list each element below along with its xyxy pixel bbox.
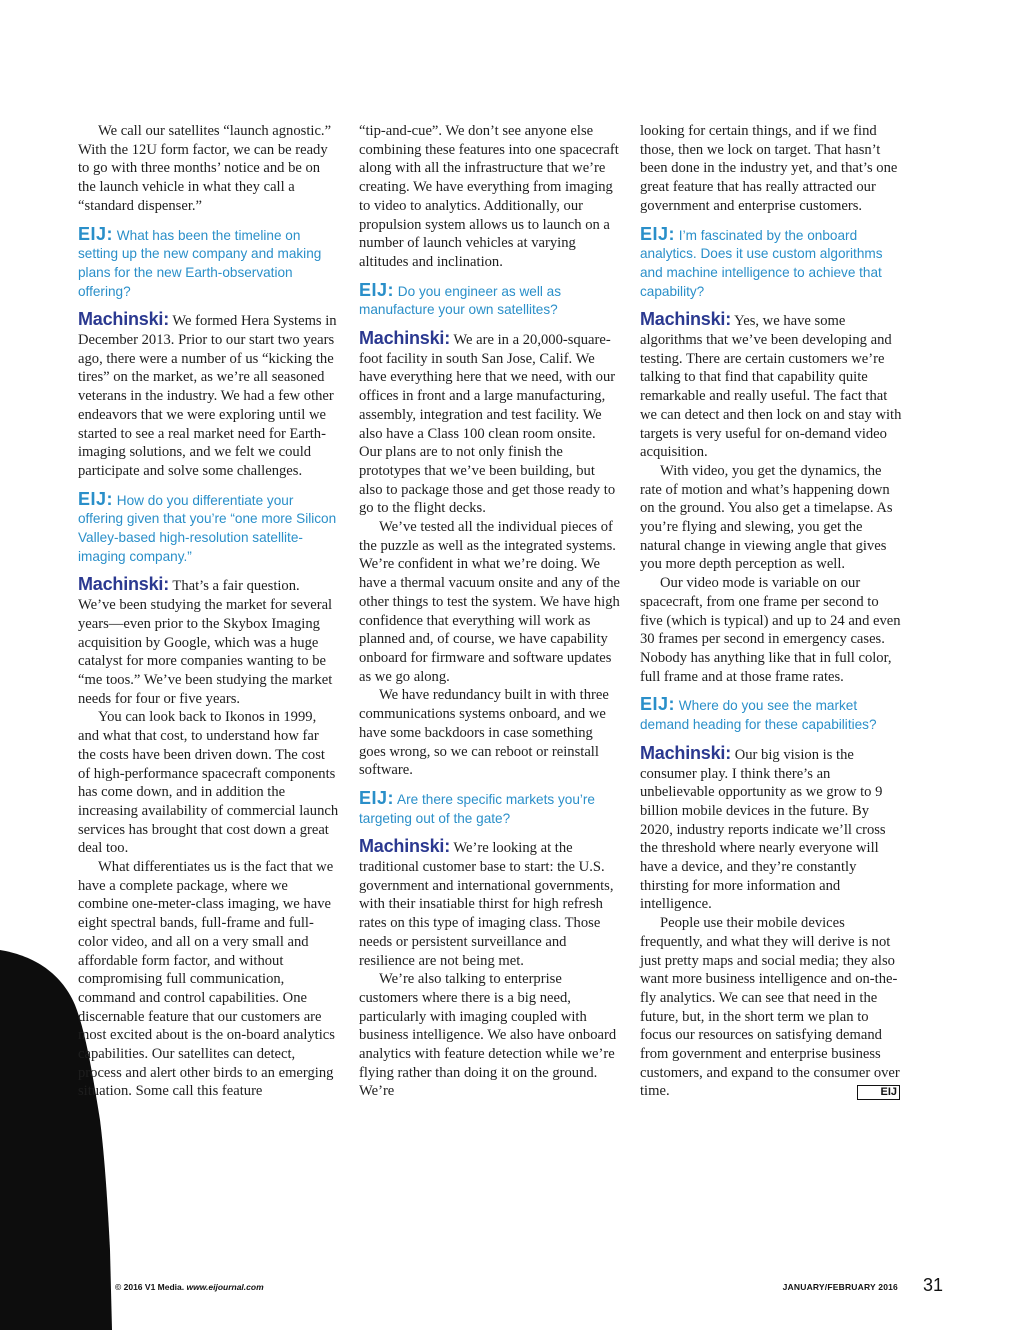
column-2 <box>359 122 621 1101</box>
paragraph: We’ve tested all the individual pieces of the puzzle as well as the integrated systems. We’re confident in what we’re doing. We have a thermal vacuum onsite and any of the other things to test the system. We have high confidence that everything will work as planned and, of course, we have capability onboard for firmware and software updates as we go along. <box>359 519 620 685</box>
question <box>359 281 621 320</box>
answer-text: We are in a 20,000-square-foot facility in south San Jose, Calif. We have everything here that we need, with our offices in front and a large manufacturing, assembly, integration and test facility. We also have a Class 100 clean room onsite. Our plans are to not only finish the prototypes that we’ve been building, but also to package those and get those ready to go to the flight decks. <box>359 332 616 517</box>
question <box>640 225 902 302</box>
speaker-name: Machinski: <box>640 742 732 763</box>
end-of-article-icon: EIJ <box>857 1085 900 1100</box>
paragraph: You can look back to Ikonos in 1999, and what that cost, to understand how far the costs have been driven down. The cost of high-performance spacecraft components has come down, and in addition the increasing availability of commercial launch services has brought that cost down a great deal too. <box>78 709 339 857</box>
answer <box>78 575 340 708</box>
answer <box>78 310 340 480</box>
answer <box>359 837 621 970</box>
question-text: What has been the timeline on setting up the new company and making plans for the new Earth-observation offering? <box>78 227 322 299</box>
answer-text: We formed Hera Systems in December 2013. Prior to our start two years ago, there were a number of us “kicking the tires” on the market, as we’re all seasoned veterans in the industry. We had a few other endeavors that we were exploring until we started to see a real market need for Earth-imaging solutions, and we felt we could participate and solve some challenges. <box>78 313 337 479</box>
question-text: Do you engineer as well as manufacture your own satellites? <box>359 283 562 318</box>
copyright-text: © 2016 V1 Media. <box>115 1282 185 1292</box>
answer-text: Our big vision is the consumer play. I think there’s an unbelievable opportunity as we grow to 9 billion mobile devices in the future. By 2020, industry reports indicate we’ll cross the threshold where nearly everyone will have a device, and they’re constantly thirsting for more information and intelligence. <box>640 746 886 913</box>
paragraph: With video, you get the dynamics, the rate of motion and what’s happening down on the ground. You also get a timelapse. As you’re flying and slewing, you get the natural change in viewing angle that gives you more depth perception as well. <box>640 462 893 573</box>
speaker-name: Machinski: <box>78 309 170 330</box>
question-tag: EIJ: <box>78 488 114 509</box>
issue-date: JANUARY/FEBRUARY 2016 <box>782 1282 898 1292</box>
paragraph: “tip-and-cue”. We don’t see anyone else combining these features into one spacecraft along with all the infrastructure that we’re creating. We have everything from imaging to video to analytics. Additionally, our propulsion system allows us to launch on a number of launch vehicles at varying altitudes and inclination. <box>359 123 619 270</box>
paragraph: We’re also talking to enterprise customers where there is a big need, particularly with imaging coupled with business intelligence. We also have onboard analytics with feature detection while we’re flying rather than doing it on the ground. We’re <box>359 971 617 1100</box>
question-tag: EIJ: <box>640 694 676 715</box>
question-tag: EIJ: <box>78 223 114 244</box>
question-text: Are there specific markets you’re targeting out of the gate? <box>359 791 595 826</box>
question-tag: EIJ: <box>640 223 676 244</box>
paragraph: Our video mode is variable on our spacecraft, from one frame per second to five (which is typical) and up to 24 and even 30 frames per second in emergency cases. Nobody has anything like that in full color, full frame and at those frame rates. <box>640 575 901 685</box>
speaker-name: Machinski: <box>640 309 732 330</box>
speaker-name: Machinski: <box>78 574 170 595</box>
question <box>640 695 902 734</box>
question <box>78 225 340 302</box>
answer-text: We’re looking at the traditional customer base to start: the U.S. government and international governments, with their insatiable thirst for high refresh rates on this type of imaging class. Those needs or persistent surveillance and resilience are not being met. <box>359 840 614 969</box>
question <box>359 789 621 828</box>
website-link[interactable]: www.eijournal.com <box>186 1282 264 1292</box>
answer-text: That’s a fair question. We’ve been studying the market for several years—even prior to the Skybox Imaging acquisition by Google, which was a huge catalyst for more companies wanting to be “me toos.” We’ve been studying the market needs for four or five years. <box>78 578 333 707</box>
question <box>78 490 340 567</box>
question-tag: EIJ: <box>359 787 395 808</box>
speaker-name: Machinski: <box>359 836 451 857</box>
page-number: 31 <box>923 1275 944 1295</box>
question-text: Where do you see the market demand heading for these capabilities? <box>640 698 877 733</box>
question-text: I’m fascinated by the onboard analytics. Does it use custom algorithms and machine intelligence to achieve that capability? <box>640 227 883 299</box>
question-text: How do you differentiate your offering given that you’re “one more Silicon Valley-based high-resolution satellite-imaging company.” <box>78 492 337 564</box>
answer-text: Yes, we have some algorithms that we’ve been developing and testing. There are certain customers we’re talking to that find that capability quite remarkable and really useful. The fact that we can detect and then lock on and stay with targets is very useful for on-demand video acquisition. <box>640 313 902 461</box>
answer <box>640 310 902 462</box>
answer <box>640 744 902 914</box>
speaker-name: Machinski: <box>359 328 451 349</box>
paragraph: What differentiates us is the fact that we have a complete package, where we combine one-meter-class imaging, we have eight spectral bands, full-frame and full-color video, and all on a very small and affordable form factor, and without compromising full communication, command and control capabilities. One discernable feature that our customers are most excited about is the on-board analytics capabilities. Our satellites can detect, process and alert other birds to an emerging situation. Some call this feature <box>78 859 335 1100</box>
paragraph-text: People use their mobile devices frequently, and what they will derive is not just pretty maps and social media; they also want more business intelligence and on-the-fly analytics. We can see that need in the future, but, in the short term we plan to focus our resources on satisfying demand from government and enterprise business customers, and expand to the consumer over time. <box>640 915 900 1100</box>
paragraph: We have redundancy built in with three communications systems onboard, and we have some backdoors in case something goes wrong, so we can reboot or reinstall software. <box>359 687 609 779</box>
column-1 <box>78 122 340 1101</box>
paragraph: looking for certain things, and if we find those, then we lock on target. That hasn’t been done in the industry yet, and that’s one great feature that has really attracted our government and enterprise customers. <box>640 123 898 214</box>
question-tag: EIJ: <box>359 279 395 300</box>
answer <box>359 329 621 518</box>
paragraph <box>640 914 902 1101</box>
footer-copyright <box>115 1282 264 1292</box>
column-3 <box>640 122 902 1101</box>
paragraph: We call our satellites “launch agnostic.” With the 12U form factor, we can be ready to go with three months’ notice and be on the launch vehicle in what they call a “standard dispenser.” <box>78 123 332 214</box>
